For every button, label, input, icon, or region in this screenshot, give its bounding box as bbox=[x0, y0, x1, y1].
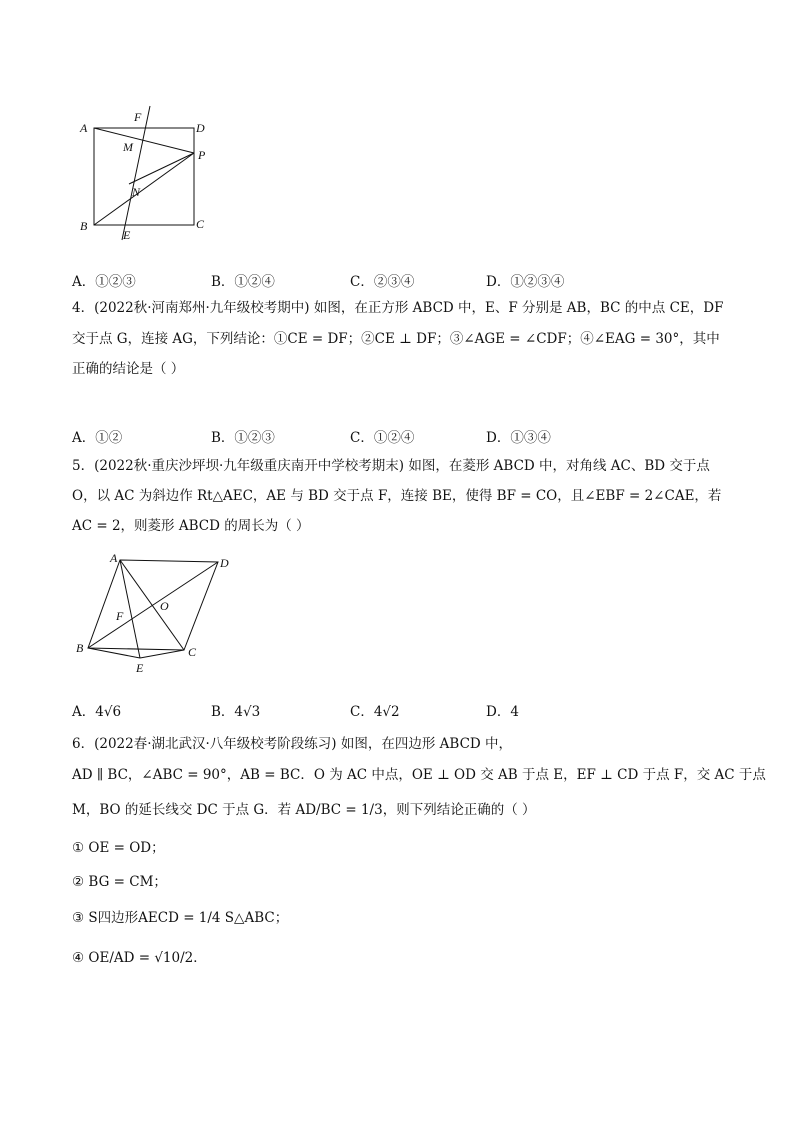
q5-choice-d[interactable]: D．4 bbox=[486, 704, 519, 720]
q5-label-d: D bbox=[220, 556, 229, 570]
q4-line-1: 4．(2022秋·河南郑州·九年级校考期中) 如图，在正方形 ABCD 中，E、F 分别是 AB，BC 的中点 CE，DF bbox=[72, 300, 724, 316]
q3-label-c: C bbox=[196, 217, 205, 231]
q5-label-e: E bbox=[136, 661, 144, 675]
q3-label-f: F bbox=[134, 110, 142, 124]
q3-choice-a[interactable]: A．①②③ bbox=[72, 274, 136, 290]
q3-label-p: P bbox=[198, 148, 206, 162]
q5-choice-a[interactable]: A．4√6 bbox=[72, 704, 122, 720]
q5-label-b: B bbox=[76, 641, 84, 655]
q5-choice-c[interactable]: C．4√2 bbox=[350, 704, 400, 720]
q6-statement-2: ② BG = CM； bbox=[72, 874, 167, 890]
q3-label-d: D bbox=[196, 121, 205, 135]
q6-statement-1: ① OE = OD； bbox=[72, 840, 165, 856]
q3-label-m: M bbox=[123, 140, 133, 154]
line-fe bbox=[122, 106, 150, 240]
q5-line-2: O，以 AC 为斜边作 Rt△AEC，AE 与 BD 交于点 F，连接 BE，使得 BF = CO，且∠EBF = 2∠CAE，若 bbox=[72, 488, 722, 504]
q4-choice-d[interactable]: D．①③④ bbox=[486, 430, 551, 446]
q5-label-o: O bbox=[160, 599, 169, 613]
q3-label-b: B bbox=[80, 219, 88, 233]
q5-rhombus-diagram bbox=[72, 548, 242, 680]
q3-figure bbox=[74, 104, 224, 244]
q3-choice-c[interactable]: C．②③④ bbox=[350, 274, 415, 290]
q6-line-3: M，BO 的延长线交 DC 于点 G．若 AD/BC = 1/3，则下列结论正确的（ ） bbox=[72, 802, 536, 818]
segment-ap bbox=[94, 128, 194, 153]
q4-choice-c[interactable]: C．①②④ bbox=[350, 430, 415, 446]
q4-line-3: 正确的结论是（ ） bbox=[72, 361, 185, 377]
q3-label-e: E bbox=[123, 228, 131, 242]
q6-line-2: AD ∥ BC，∠ABC = 90°，AB = BC．O 为 AC 中点，OE ⊥ OD 交 AB 于点 E，EF ⊥ CD 于点 F，交 AC 于点 bbox=[72, 767, 766, 783]
q5-figure bbox=[72, 548, 242, 680]
q4-line-2: 交于点 G，连接 AG，下列结论：①CE = DF；②CE ⊥ DF；③∠AGE = ∠CDF；④∠EAG = 30°，其中 bbox=[72, 331, 720, 347]
q5-label-c: C bbox=[188, 645, 197, 659]
q6-statement-3: ③ S四边形AECD = 1/4 S△ABC； bbox=[72, 910, 289, 926]
q5-line-1: 5．(2022秋·重庆沙坪坝·九年级重庆南开中学校考期末) 如图，在菱形 ABCD 中，对角线 AC、BD 交于点 bbox=[72, 458, 710, 474]
diagonal-bd bbox=[88, 562, 218, 648]
q6-statement-4: ④ OE/AD = √10/2． bbox=[72, 950, 207, 966]
q4-choice-a[interactable]: A．①② bbox=[72, 430, 123, 446]
q5-label-a: A bbox=[110, 551, 118, 565]
q3-square-diagram bbox=[74, 104, 224, 244]
q6-line-1: 6．(2022春·湖北武汉·八年级校考阶段练习) 如图，在四边形 ABCD 中， bbox=[72, 736, 513, 752]
q5-label-f: F bbox=[116, 609, 124, 623]
q3-choice-d[interactable]: D．①②③④ bbox=[486, 274, 565, 290]
segment-ce bbox=[140, 650, 184, 658]
q5-choice-b[interactable]: B．4√3 bbox=[211, 704, 261, 720]
q5-line-3: AC = 2，则菱形 ABCD 的周长为（ ） bbox=[72, 518, 310, 534]
q3-label-a: A bbox=[80, 121, 88, 135]
q4-choice-b[interactable]: B．①②③ bbox=[211, 430, 275, 446]
segment-be bbox=[88, 648, 140, 658]
segment-bp bbox=[94, 153, 194, 225]
q3-choice-b[interactable]: B．①②④ bbox=[211, 274, 275, 290]
q3-label-n: N bbox=[132, 185, 141, 199]
